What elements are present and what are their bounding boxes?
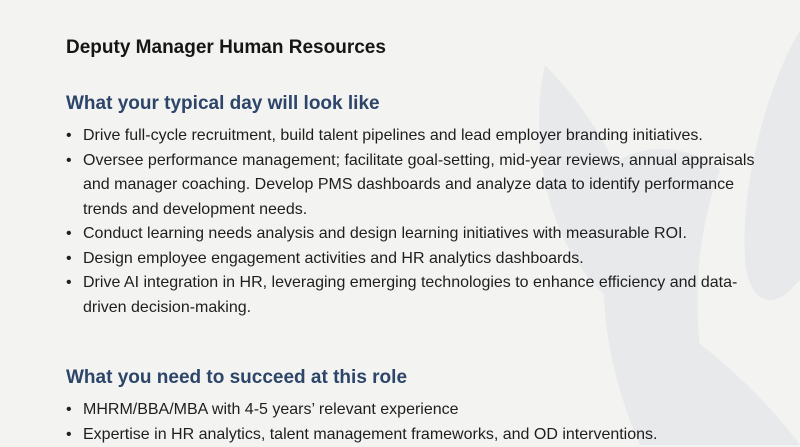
list-item [66, 271, 766, 320]
bullet-icon: • [66, 423, 72, 447]
list-item [66, 423, 766, 447]
list-item-text: Design employee engagement activities and HR analytics dashboards. [83, 250, 584, 267]
bullet-icon: • [66, 149, 72, 174]
bullet-icon: • [66, 222, 72, 247]
list-item-text: MHRM/BBA/MBA with 4-5 years’ relevant experience [83, 401, 459, 418]
list-item [66, 398, 766, 423]
section-heading-typical-day: What your typical day will look like [66, 92, 380, 116]
list-item [66, 247, 766, 272]
bullet-icon: • [66, 124, 72, 149]
requirements-list [66, 398, 766, 447]
list-item-text: Oversee performance management; facilitate goal-setting, mid-year reviews, annual appraisals and manager coaching. Develop PMS dashboards and analyze data to identify performance trends and development needs. [83, 152, 754, 218]
list-item-text: Conduct learning needs analysis and design learning initiatives with measurable ROI. [83, 225, 687, 242]
list-item [66, 149, 766, 223]
list-item [66, 222, 766, 247]
bullet-icon: • [66, 398, 72, 423]
job-title: Deputy Manager Human Resources [66, 36, 386, 60]
typical-day-list [66, 124, 766, 320]
list-item-text: Expertise in HR analytics, talent management frameworks, and OD interventions. [83, 426, 657, 443]
list-item [66, 124, 766, 149]
list-item-text: Drive AI integration in HR, leveraging emerging technologies to enhance efficiency and data-driven decision-making. [83, 274, 737, 316]
section-heading-requirements: What you need to succeed at this role [66, 366, 407, 390]
list-item-text: Drive full-cycle recruitment, build talent pipelines and lead employer branding initiatives. [83, 127, 703, 144]
bullet-icon: • [66, 247, 72, 272]
bullet-icon: • [66, 271, 72, 296]
